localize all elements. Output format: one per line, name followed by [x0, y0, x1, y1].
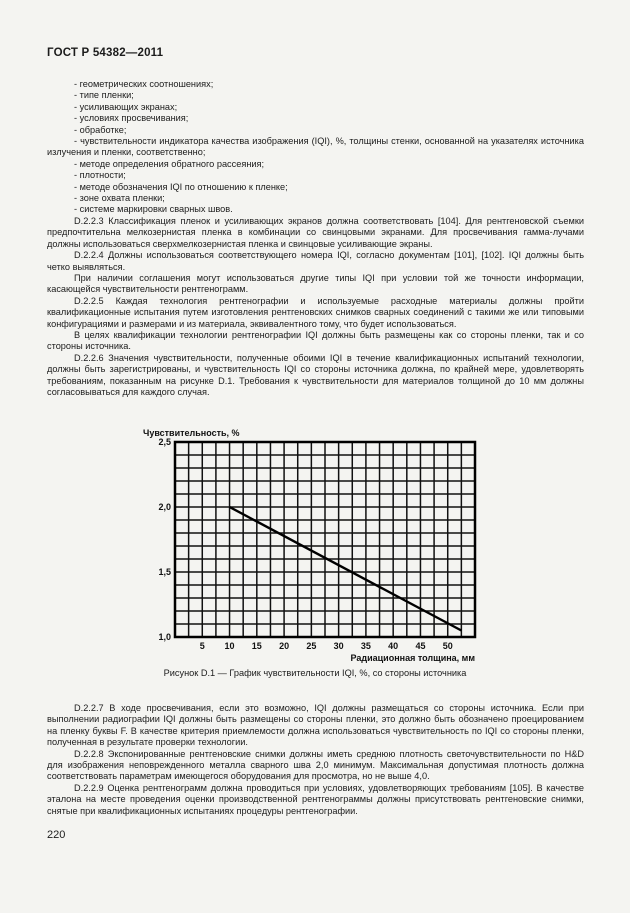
x-tick-label: 35 — [360, 641, 371, 651]
sensitivity-chart — [140, 426, 485, 666]
paragraph: D.2.2.7 В ходе просвечивания, если это возможно, IQI должны размещаться со стороны источника. Если при выполнении радиографии IQI должны быть размещены со стороны пленки, это должно быть обозначено проецированием на пленку буквы F. В качестве критерия приемлемости должна использоваться чувствительность по IQI со стороны пленки, полученная в результате проверки технологии. — [47, 703, 584, 748]
figure-caption: Рисунок D.1 — График чувствительности IQI, %, со стороны источника — [163, 668, 467, 678]
paragraph: D.2.2.6 Значения чувствительности, полученные обоими IQI в течение квалификационных испытаний технологии, должны быть зарегистрированы, и чувствительность IQI со стороны источника должна, по крайней мере, удовлетворять требованиям, показанным на рисунке D.1. Требования к чувствительности для материалов толщиной до 10 мм должны согласовываться для каждого случая. — [47, 352, 584, 397]
paragraph: - плотности; — [74, 170, 126, 181]
paragraph: - зоне охвата пленки; — [74, 193, 165, 204]
x-tick-label: 30 — [333, 641, 344, 651]
y-tick-label: 1,5 — [158, 567, 171, 577]
y-tick-label: 1,0 — [158, 632, 171, 642]
y-axis-label: Чувствительность, % — [143, 428, 240, 438]
paragraph: - геометрических соотношениях; — [74, 79, 214, 89]
sensitivity-line — [230, 507, 462, 631]
x-tick-label: 10 — [224, 641, 235, 651]
x-tick-label: 40 — [388, 641, 399, 651]
paragraph: - системе маркировки сварных швов. — [74, 204, 233, 215]
paragraph: - условиях просвечивания; — [74, 113, 189, 124]
paragraph: D.2.2.3 Классификация пленок и усиливающих экранов должна соответствовать [104]. Для рентгеновской съемки предпочтительна мелкозернистая пленка в комбинации со свинцовыми экранами. Для просвечивания гамма-лучами должны использоваться сверхмелкозернистая пленка и свинцовые усиливающие экраны. — [47, 215, 584, 249]
x-tick-label: 25 — [306, 641, 317, 651]
paragraph: - чувствительности индикатора качества изображения (IQI), %, толщины стенки, основанной на указателях источника излучения и пленки, соответственно; — [47, 136, 584, 158]
x-tick-label: 50 — [442, 641, 453, 651]
paragraph: D.2.2.9 Оценка рентгенограмм должна проводиться при условиях, удовлетворяющих требованиям [105]. В качестве эталона на месте проведения оценки производственной рентгенограммы должны присутствовать рентгеновские снимки, снятые при квалификационных испытаниях процедуры рентгенографии. — [47, 782, 584, 816]
x-axis-label: Радиационная толщина, мм — [350, 653, 475, 663]
x-tick-label: 15 — [251, 641, 262, 651]
x-tick-label: 20 — [279, 641, 290, 651]
paragraph: - методе обозначения IQI по отношению к пленке; — [74, 181, 288, 192]
paragraph: - обработке; — [74, 124, 127, 135]
x-tick-label: 45 — [415, 641, 426, 651]
chart-svg — [140, 426, 485, 666]
paragraph: D.2.2.8 Экспонированные рентгеновские снимки должны иметь среднюю плотность светочувствительности по H&D для изображения неповрежденного металла сварного шва 2,0 минимум. Максимальная допустимая плотность должна соответствовать параметрам имеющегося оборудования для просмотра, но не выше 4,0. — [47, 748, 584, 782]
body-text-top — [47, 79, 584, 398]
page-number: 220 — [47, 829, 66, 841]
paragraph: При наличии соглашения могут использоваться другие типы IQI при условии той же точности информации, касающейся чувствительности рентгенограмм. — [47, 272, 584, 295]
y-tick-label: 2,0 — [158, 502, 171, 512]
paragraph: - усиливающих экранах; — [74, 101, 178, 112]
paragraph: - методе определения обратного рассеяния; — [74, 158, 265, 169]
x-tick-label: 5 — [199, 641, 205, 651]
paragraph: - типе пленки; — [74, 90, 134, 101]
paragraph: D.2.2.5 Каждая технология рентгенографии и используемые расходные материалы должны пройти квалификационные испытания путем изготовления рентгеновских снимков сварных соединений с такими же или типовыми конфигурациями и размерами и из материала, эквивалентного тому, что будет использоваться. — [47, 295, 584, 329]
y-tick-label: 2,5 — [158, 437, 171, 447]
document-header: ГОСТ Р 54382—2011 — [47, 47, 164, 59]
body-text-bottom — [47, 703, 584, 817]
paragraph: В целях квалификации технологии рентгенографии IQI должны быть размещены как со стороны пленки, так и со стороны источника. — [47, 329, 584, 352]
paragraph: D.2.2.4 Должны использоваться соответствующего номера IQI, согласно документам [101], [102]. IQI должны быть четко выявляться. — [47, 250, 584, 272]
